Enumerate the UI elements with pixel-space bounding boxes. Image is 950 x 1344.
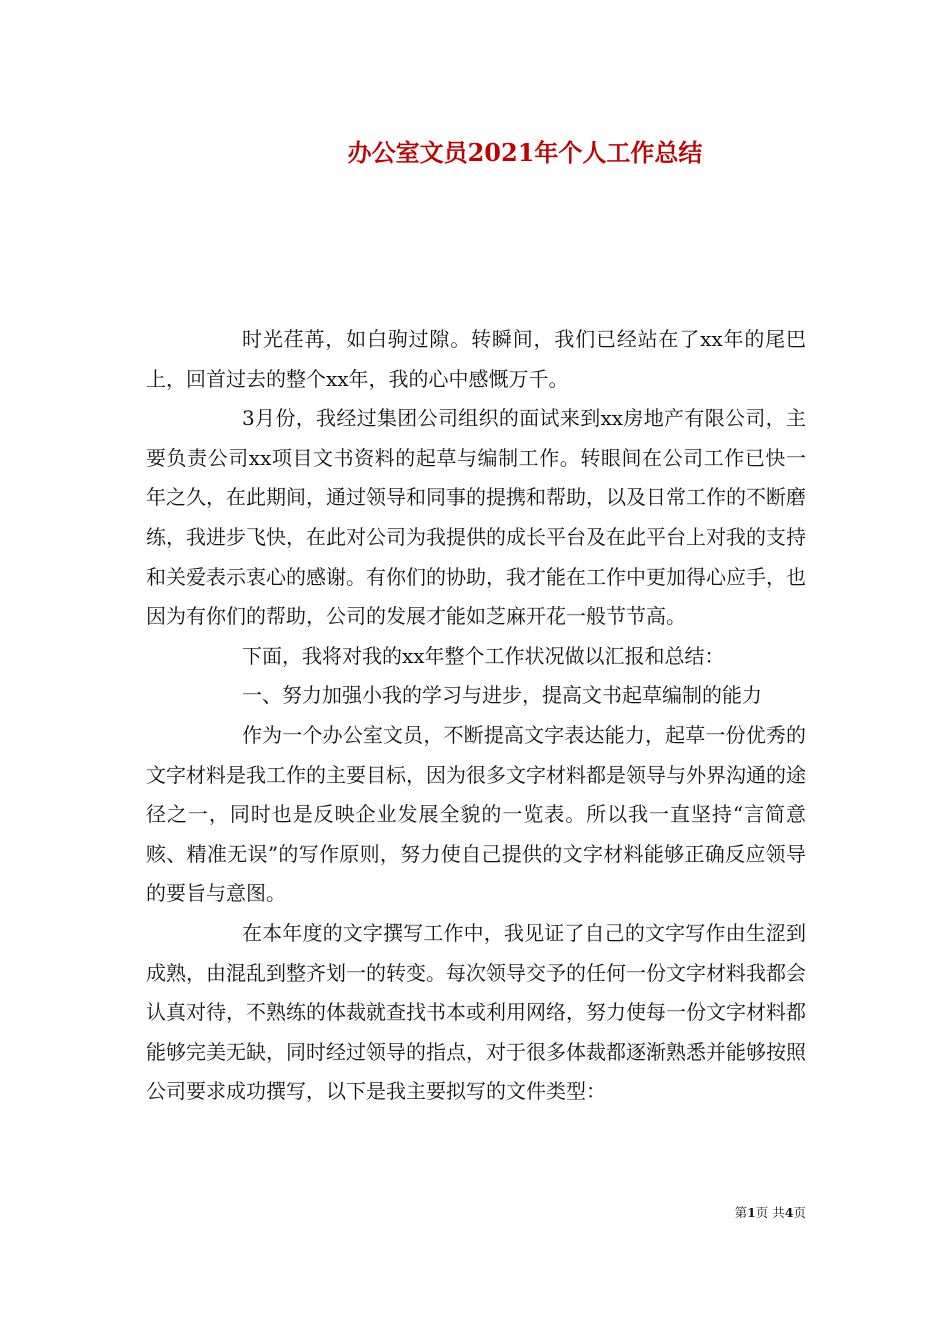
footer-suffix: 页 [793, 1205, 806, 1220]
page-footer [0, 1203, 806, 1221]
paragraph-writing-progress: 在本年度的文字撰写工作中，我见证了自己的文字写作由生涩到成熟，由混乱到整齐划一的转变。每次领导交予的任何一份文字材料我都会认真对待，不熟练的体裁就查找书本或利用网络，努力使每一份文字材料都能够完美无缺，同时经过领导的指点，对于很多体裁都逐渐熟悉并能够按照公司要求成功撰写，以下是我主要拟写的文件类型： [146, 920, 806, 1104]
footer-middle: 页 共 [755, 1205, 785, 1220]
footer-prefix: 第 [734, 1205, 748, 1220]
section-heading-1: 一、努力加强小我的学习与进步，提高文书起草编制的能力 [242, 683, 762, 708]
paragraph-writing-goals: 作为一个办公室文员，不断提高文字表达能力，起草一份优秀的文字材料是我工作的主要目标，因为很多文字材料都是领导与外界沟通的途径之一，同时也是反映企业发展全貌的一览表。所以我一直坚持“言简意赅、精准无误”的写作原则，努力使自己提供的文字材料能够正确反应领导的要旨与意图。 [146, 722, 806, 906]
footer-total-pages: 4 [784, 1205, 794, 1220]
paragraph-background: 3月份，我经过集团公司组织的面试来到xx房地产有限公司，主要负责公司xx项目文书资料的起草与编制工作。转眼间在公司工作已快一年之久，在此期间，通过领导和同事的提携和帮助，以及日常工作的不断磨练，我进步飞快，在此对公司为我提供的成长平台及在此平台上对我的支持和关爱表示衷心的感谢。有你们的协助，我才能在工作中更加得心应手，也因为有你们的帮助，公司的发展才能如芝麻开花一般节节高。 [146, 406, 806, 629]
footer-page-number: 1 [747, 1205, 756, 1220]
paragraph-intro: 时光荏苒，如白驹过隙。转瞬间，我们已经站在了xx年的尾巴上，回首过去的整个xx年，我的心中感慨万千。 [146, 327, 806, 391]
document-title: 办公室文员2021年个人工作总结 [347, 138, 703, 167]
document-body [146, 320, 806, 1112]
paragraph-summary-lead: 下面，我将对我的xx年整个工作状况做以汇报和总结： [242, 643, 725, 668]
